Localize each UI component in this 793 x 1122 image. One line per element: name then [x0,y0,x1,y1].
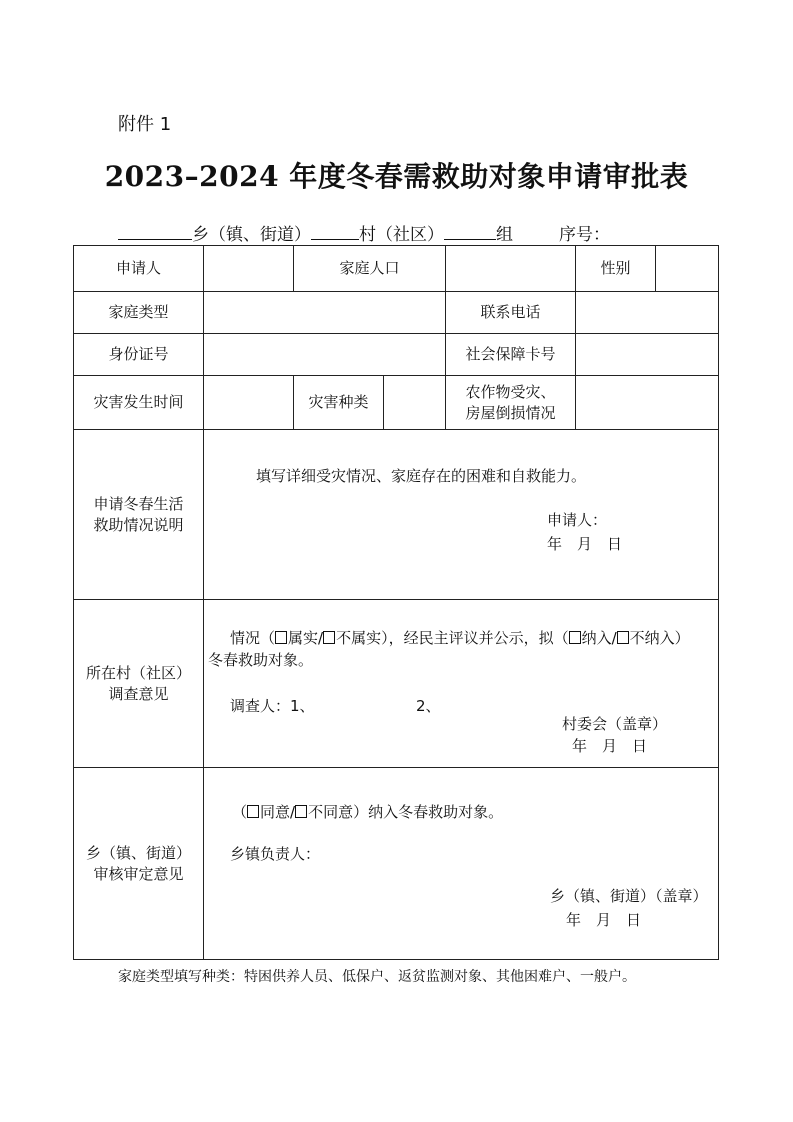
social-security-label: 社会保障卡号 [446,334,576,376]
application-instruction: 填写详细受灾情况、家庭存在的困难和自救能力。 [256,467,587,485]
application-section-content[interactable] [204,430,719,600]
phone-label: 联系电话 [446,292,576,334]
social-security-field[interactable] [576,334,719,376]
gender-label: 性别 [576,246,656,292]
checkbox-agree[interactable] [247,805,259,818]
applicant-field[interactable] [204,246,294,292]
disaster-type-label: 灾害种类 [294,376,384,430]
township-date: 年 月 日 [566,911,642,929]
investigator-1: 调查人：1、 [230,697,315,715]
household-population-field[interactable] [446,246,576,292]
village-text-prefix: 情况（ [230,629,276,647]
group-blank[interactable] [444,225,496,240]
applicant-label: 申请人 [74,246,204,292]
group-label: 组 [496,225,513,245]
township-opinion-line [232,802,503,823]
applicant-signature-label: 申请人： [547,511,608,529]
township-blank[interactable] [118,225,192,240]
village-opt-exclude: 不纳入） [629,629,690,647]
attachment-label: 附件 1 [118,114,172,135]
village-section-content[interactable] [204,600,719,768]
checkbox-include[interactable] [569,631,581,644]
investigator-2: 2、 [416,697,441,715]
application-label-line1: 申请冬春生活 [93,494,184,513]
disaster-time-label: 灾害发生时间 [74,376,204,430]
village-label-line2: 调查意见 [108,684,169,703]
village-label: 村（社区） [359,225,444,245]
village-label-line1: 所在村（社区） [85,663,191,682]
village-stamp: 村委会（盖章） [562,715,668,733]
township-label-line1: 乡（镇、街道） [85,843,191,862]
disaster-time-field[interactable] [204,376,294,430]
township-opt-disagree: 不同意）纳入冬春救助对象。 [308,803,504,821]
id-number-label: 身份证号 [74,334,204,376]
checkbox-false[interactable] [323,631,335,644]
checkbox-disagree[interactable] [295,805,307,818]
phone-field[interactable] [576,292,719,334]
township-leader-label: 乡镇负责人： [230,845,321,863]
village-opinion-line2: 冬春救助对象。 [208,651,314,669]
id-number-field[interactable] [204,334,446,376]
disaster-type-field[interactable] [384,376,446,430]
village-opt-true: 属实/ [288,629,324,647]
household-population-label: 家庭人口 [294,246,446,292]
crop-house-label-line1: 农作物受灾、 [465,382,556,401]
application-section-label [74,430,204,600]
application-label-line2: 救助情况说明 [93,515,184,534]
township-opt-agree: 同意/ [260,803,296,821]
application-form-table [73,245,719,960]
household-type-footnote: 家庭类型填写种类：特困供养人员、低保户、返贫监测对象、其他困难户、一般户。 [118,969,636,985]
form-subheader [118,220,610,245]
village-opinion-line1 [230,628,690,649]
village-blank[interactable] [311,225,359,240]
checkbox-exclude[interactable] [617,631,629,644]
township-stamp: 乡（镇、街道）（盖章） [550,887,708,905]
checkbox-true[interactable] [275,631,287,644]
village-opt-include: 纳入/ [581,629,617,647]
township-text-prefix: （ [232,803,248,821]
crop-house-label-line2: 房屋倒损情况 [465,403,556,422]
township-section-label [74,768,204,960]
form-title: 2023–2024 年度冬春需救助对象申请审批表 [104,160,689,193]
application-date: 年 月 日 [547,535,623,553]
township-label: 乡（镇、街道） [192,225,311,245]
gender-field[interactable] [656,246,719,292]
village-opt-false: 不属实），经民主评议并公示，拟（ [336,629,569,647]
household-type-label: 家庭类型 [74,292,204,334]
serial-label: 序号： [559,225,610,245]
household-type-field[interactable] [204,292,446,334]
crop-house-label [446,376,576,430]
township-label-line2: 审核审定意见 [93,864,184,883]
crop-house-field[interactable] [576,376,719,430]
township-section-content[interactable] [204,768,719,960]
village-date: 年 月 日 [572,737,648,755]
village-section-label [74,600,204,768]
